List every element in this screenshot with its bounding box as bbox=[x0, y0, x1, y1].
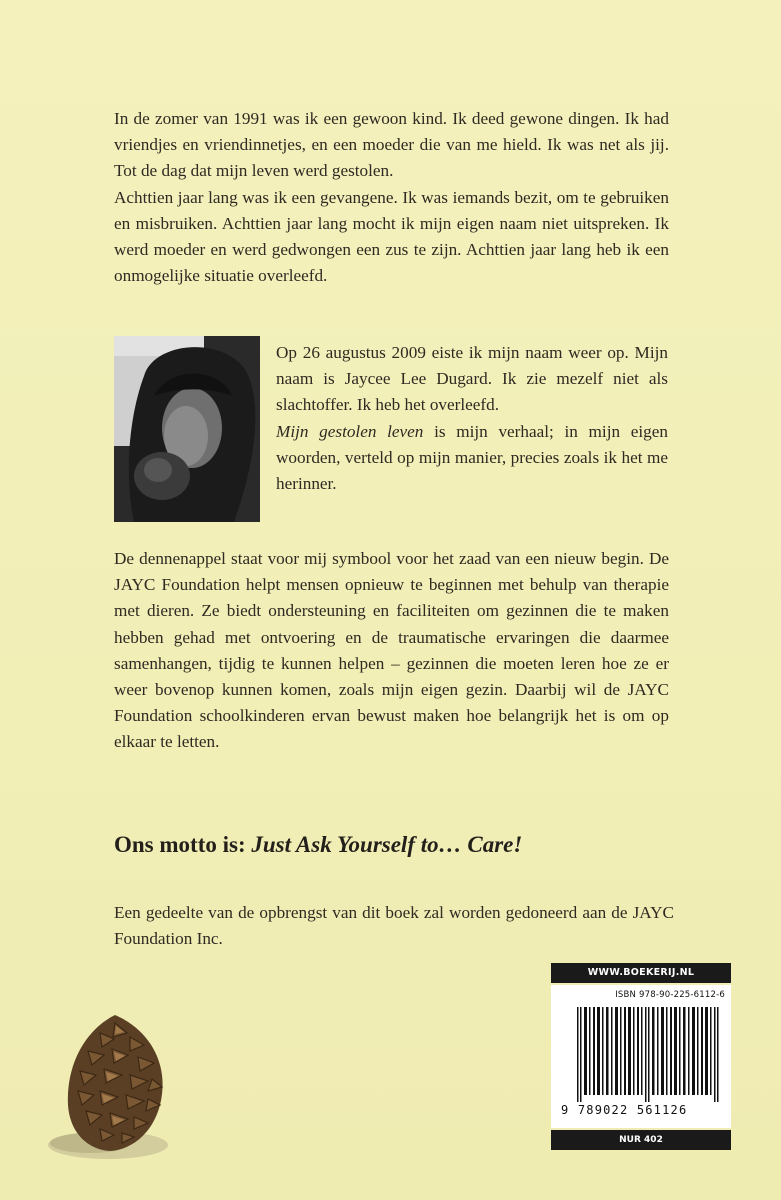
donation-text bbox=[114, 900, 674, 952]
donation-paragraph: Een gedeelte van de opbrengst van dit boek zal worden gedoneerd aan de JAYC Foundation Inc. bbox=[114, 903, 674, 949]
barcode-panel bbox=[551, 985, 731, 1128]
bio-paragraph-1: Op 26 augustus 2009 eiste ik mijn naam weer op. Mijn naam is Jaycee Lee Dugard. Ik zie mezelf niet als slachtoffer. Ik heb het overleefd. bbox=[276, 343, 668, 415]
bio-paragraph-2-rest: is mijn verhaal; in mijn eigen woorden, verteld op mijn manier, precies zoals ik het me herinner. bbox=[276, 421, 668, 494]
book-title: Mijn gestolen leven bbox=[276, 421, 424, 441]
barcode-block bbox=[551, 963, 731, 1150]
motto-slogan: Just Ask Yourself to… Care! bbox=[251, 832, 523, 857]
foundation-paragraph: De dennenappel staat voor mij symbool voor het zaad van een nieuw begin. De JAYC Foundation helpt mensen opnieuw te beginnen met behulp van therapie met dieren. Ze biedt ondersteuning en faciliteiten om gezinnen die te maken hebben gehad met ontvoering en de traumatische ervaringen die daarmee samenhangen, tijdig te kunnen helpen – gezinnen die moeten leren hoe ze er weer bovenop kunnen komen, zoals mijn eigen gezin. Daarbij wil de JAYC Foundation schoolkinderen ervan bewust maken hoe belangrijk het is om op elkaar te letten. bbox=[114, 549, 669, 752]
intro-paragraph-1: In de zomer van 1991 was ik een gewoon kind. Ik deed gewone dingen. Ik had vriendjes en vriendinnetjes, en een moeder die van me hield. Ik was net als jij. Tot de dag dat mijn leven werd gestolen. bbox=[114, 109, 669, 181]
motto-heading bbox=[114, 832, 674, 858]
barcode-bars bbox=[575, 1007, 725, 1102]
intro-paragraph-2: Achttien jaar lang was ik een gevangene. Ik was iemands bezit, om te gebruiken en misbruiken. Achttien jaar lang mocht ik mijn eigen naam niet uitspreken. Ik werd moeder en werd gedwongen een zus te zijn. Achttien jaar lang heb ik een onmogelijke situatie overleefd. bbox=[114, 187, 669, 286]
isbn-number: ISBN 978-90-225-6112-6 bbox=[615, 990, 725, 1000]
bio-paragraph-2 bbox=[276, 419, 668, 498]
foundation-text bbox=[114, 546, 669, 756]
pine-cone-icon bbox=[30, 1005, 200, 1170]
nur-code: NUR 402 bbox=[551, 1130, 731, 1150]
publisher-url: WWW.BOEKERIJ.NL bbox=[551, 963, 731, 983]
author-photo bbox=[114, 336, 260, 522]
bio-text bbox=[276, 340, 668, 497]
intro-text bbox=[114, 106, 669, 289]
ean-number: 9 789022 561126 bbox=[561, 1103, 688, 1117]
motto-prefix: Ons motto is: bbox=[114, 832, 252, 857]
